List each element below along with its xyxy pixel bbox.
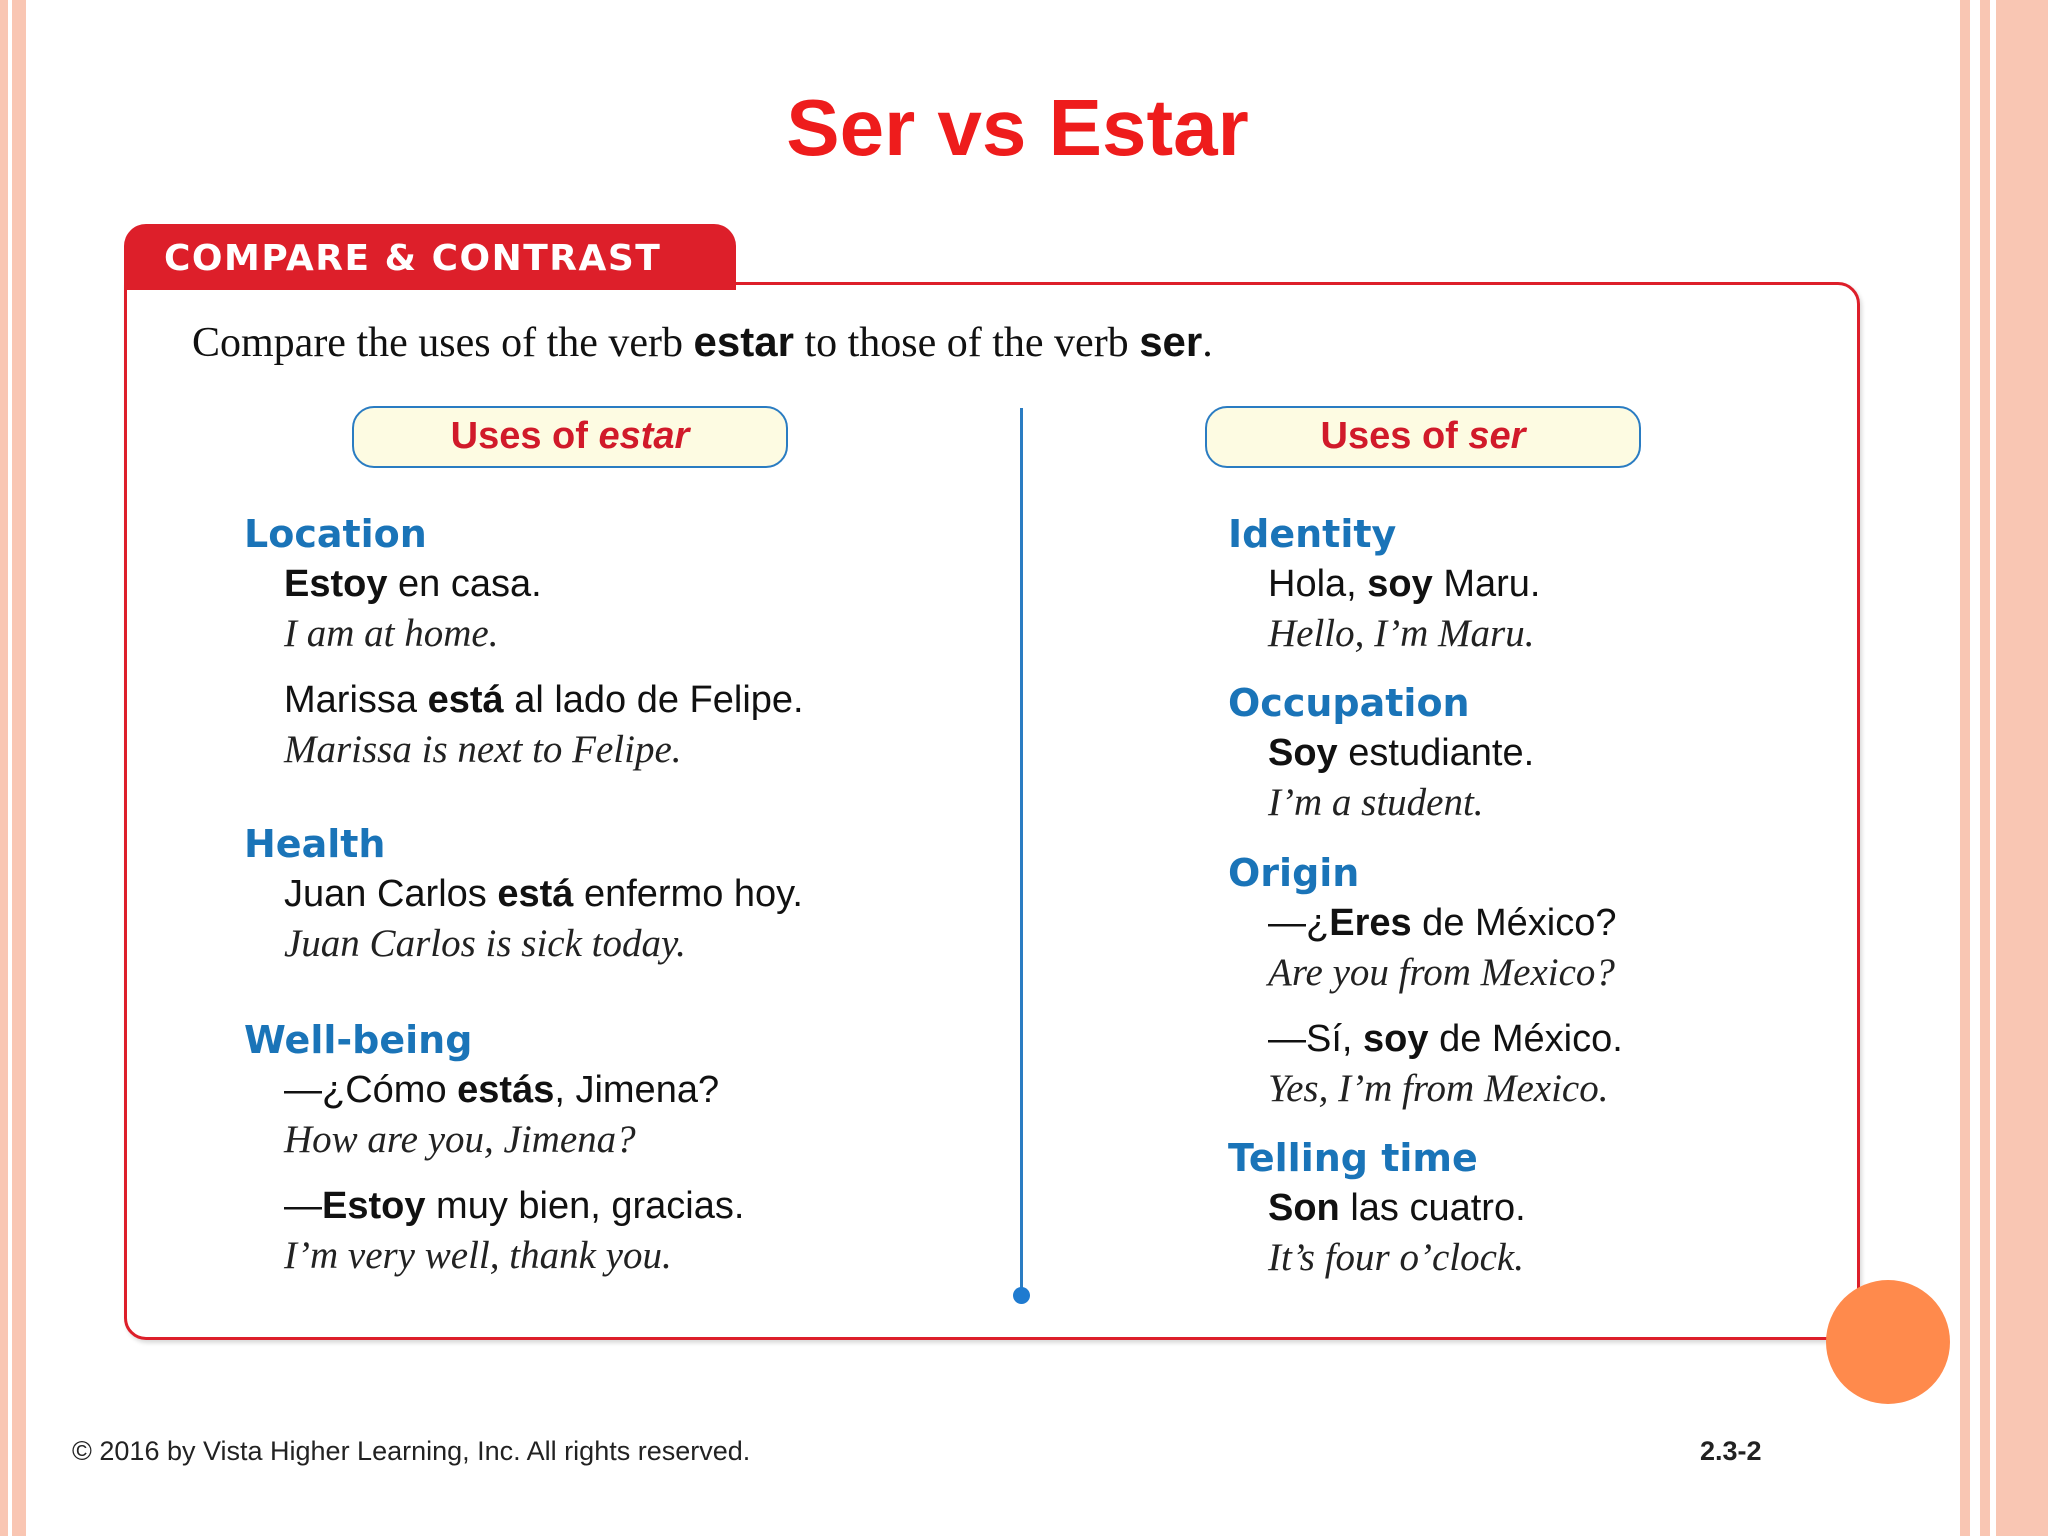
example-spanish [1268, 1018, 1623, 1061]
right-decorative-border-inner [1960, 0, 1970, 1536]
intro-text-3: . [1202, 320, 1213, 366]
header-prefix: Uses of [1320, 415, 1469, 457]
heading-origin: Origin [1228, 851, 1360, 895]
compare-contrast-tab [124, 224, 736, 290]
example-text: Marissa [284, 679, 428, 721]
verb-bold: Eres [1329, 902, 1412, 944]
example-text: — [284, 1185, 322, 1227]
slide-title: Ser vs Estar [786, 83, 1249, 172]
example-text: Maru. [1432, 563, 1541, 605]
tab-label: COMPARE & CONTRAST [164, 238, 662, 279]
example-text: en casa. [387, 563, 542, 605]
example-translation: Hello, I’m Maru. [1268, 612, 1535, 655]
heading-health: Health [244, 822, 386, 866]
column-divider [1020, 408, 1023, 1294]
example-spanish [1268, 1187, 1526, 1230]
header-prefix: Uses of [450, 415, 599, 457]
intro-sentence [192, 318, 1213, 367]
heading-location: Location [244, 512, 427, 556]
example-spanish [284, 563, 542, 606]
example-spanish [284, 1185, 744, 1228]
intro-text-2: to those of the verb [793, 320, 1140, 366]
header-verb: estar [598, 415, 690, 457]
intro-verb-ser: ser [1139, 318, 1203, 365]
left-decorative-border [0, 0, 26, 1536]
verb-bold: Estoy [322, 1185, 426, 1227]
example-translation: Yes, I’m from Mexico. [1268, 1067, 1609, 1110]
example-text: al lado de Felipe. [503, 679, 804, 721]
divider-end-dot [1013, 1287, 1030, 1304]
verb-bold: soy [1367, 563, 1433, 605]
example-text: de México? [1411, 902, 1617, 944]
right-decorative-border-outer [1980, 0, 2048, 1536]
example-translation: It’s four o’clock. [1268, 1236, 1524, 1279]
example-translation: I’m a student. [1268, 781, 1484, 824]
example-text: las cuatro. [1339, 1187, 1526, 1229]
example-text: —¿Cómo [284, 1069, 458, 1111]
heading-identity: Identity [1228, 512, 1397, 556]
example-translation: Marissa is next to Felipe. [284, 728, 682, 771]
example-translation: I am at home. [284, 612, 499, 655]
slide-number: 2.3-2 [1700, 1436, 1762, 1466]
heading-occupation: Occupation [1228, 681, 1470, 725]
example-text: —Sí, [1268, 1018, 1364, 1060]
example-text: —¿ [1268, 902, 1330, 944]
verb-bold: soy [1363, 1018, 1429, 1060]
example-text: , Jimena? [554, 1069, 720, 1111]
intro-verb-estar: estar [693, 318, 794, 365]
intro-text-1: Compare the uses of the verb [192, 320, 694, 366]
example-translation: How are you, Jimena? [284, 1118, 636, 1161]
example-text: muy bien, gracias. [425, 1185, 745, 1227]
example-text: de México. [1428, 1018, 1623, 1060]
verb-bold: Estoy [284, 563, 388, 605]
verb-bold: está [427, 679, 504, 721]
example-spanish [1268, 732, 1534, 775]
example-text: Hola, [1268, 563, 1368, 605]
heading-well-being: Well-being [244, 1018, 473, 1062]
example-spanish [284, 1069, 719, 1112]
example-spanish [1268, 563, 1540, 606]
heading-telling-time: Telling time [1228, 1136, 1478, 1180]
example-spanish [284, 873, 803, 916]
decorative-orange-circle [1826, 1280, 1950, 1404]
verb-bold: está [497, 873, 574, 915]
uses-of-estar-header [352, 406, 788, 468]
example-text: enfermo hoy. [573, 873, 803, 915]
example-translation: Are you from Mexico? [1268, 951, 1615, 994]
example-spanish [1268, 902, 1617, 945]
header-verb: ser [1468, 415, 1526, 457]
example-text: Juan Carlos [284, 873, 498, 915]
verb-bold: estás [457, 1069, 555, 1111]
uses-of-ser-header [1205, 406, 1641, 468]
verb-bold: Soy [1268, 732, 1338, 774]
example-translation: I’m very well, thank you. [284, 1234, 672, 1277]
verb-bold: Son [1268, 1187, 1340, 1229]
example-spanish [284, 679, 804, 722]
copyright-notice: © 2016 by Vista Higher Learning, Inc. All rights reserved. [72, 1436, 751, 1466]
example-text: estudiante. [1337, 732, 1535, 774]
example-translation: Juan Carlos is sick today. [284, 922, 686, 965]
